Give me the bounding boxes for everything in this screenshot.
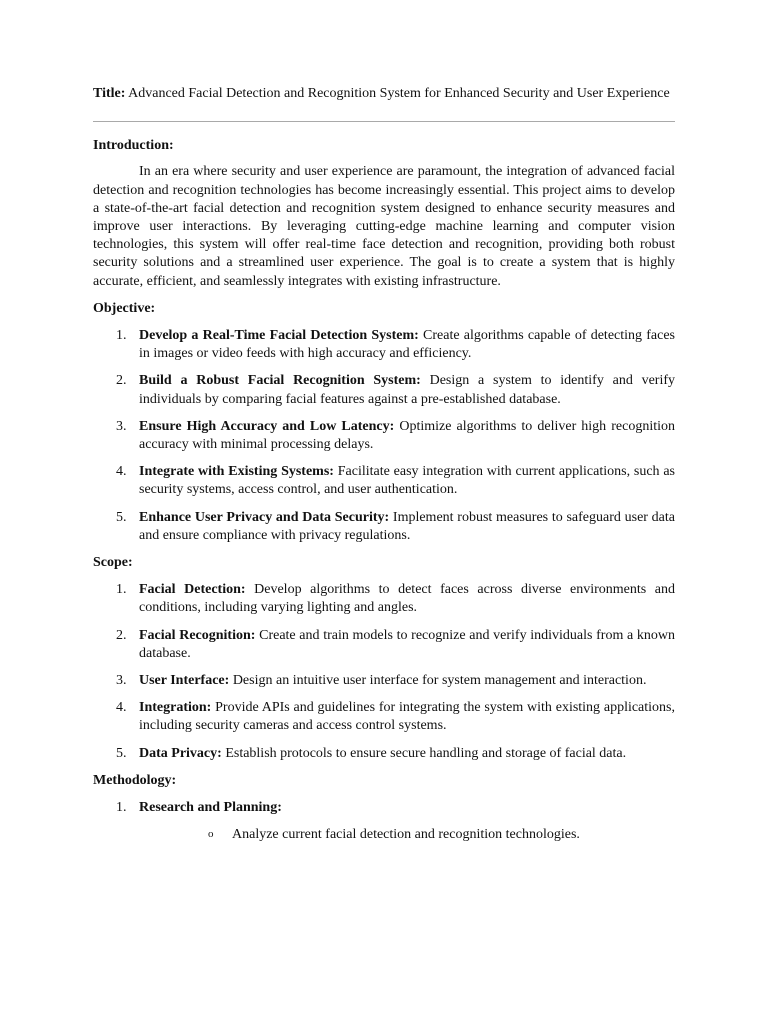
objective-item (93, 509, 675, 545)
introduction-paragraph: In an era where security and user experience are paramount, the integration of advanced facial detection and recognition technologies has become increasingly essential. This project aims to develop a state-of-the-art facial detection and recognition system designed to enhance security measures and improve user interactions. By leveraging cutting-edge machine learning and computer vision technologies, this system will offer real-time face detection and recognition, providing both robust security solutions and a streamlined user experience. The goal is to create a system that is highly accurate, efficient, and seamlessly integrates with existing infrastructure. (93, 164, 675, 289)
title-divider (93, 121, 675, 122)
objective-item (93, 463, 675, 499)
item-text: Develop algorithms to detect faces across diverse environments and conditions, including varying lighting and angles. (139, 582, 675, 616)
item-text: Provide APIs and guidelines for integrating the system with existing applications, including security cameras and access control systems. (139, 700, 676, 734)
methodology-item (93, 799, 675, 844)
hollow-bullet-icon: o (208, 828, 214, 841)
item-number: 2. (116, 373, 127, 389)
item-bold-label: Research and Planning: (139, 800, 282, 816)
item-bold-label: Facial Detection: (139, 582, 246, 598)
item-bold-label: User Interface: (139, 673, 230, 689)
item-text: Establish protocols to ensure secure handling and storage of facial data. (225, 745, 627, 761)
title-label: Title: (93, 86, 126, 101)
scope-item (93, 745, 675, 763)
sub-item-text: Analyze current facial detection and recognition technologies. (232, 827, 580, 843)
objective-heading: Objective: (93, 300, 156, 316)
item-number: 3. (116, 418, 127, 434)
item-number: 5. (116, 509, 127, 525)
item-number: 3. (116, 673, 127, 689)
item-text: Design an intuitive user interface for system management and interaction. (232, 673, 647, 689)
scope-item (93, 627, 675, 663)
item-bold-label: Facial Recognition: (139, 627, 256, 643)
scope-item (93, 672, 675, 690)
methodology-heading: Methodology: (93, 772, 177, 788)
objective-item (93, 372, 675, 408)
scope-item (93, 581, 675, 617)
item-text: Optimize algorithms to deliver high recognition accuracy with minimal processing delays. (139, 418, 675, 453)
item-number: 2. (116, 627, 127, 643)
scope-item (93, 699, 675, 735)
introduction-heading: Introduction: (93, 138, 174, 154)
methodology-sub-list (139, 826, 675, 844)
item-text: Implement robust measures to safeguard user data and ensure compliance with privacy regulations. (139, 509, 675, 543)
item-number: 4. (116, 700, 127, 716)
item-bold-label: Build a Robust Facial Recognition System: (139, 373, 421, 389)
item-text: Design a system to identify and verify individuals by comparing facial features against a pre-established database. (139, 373, 676, 407)
item-number: 5. (116, 745, 127, 761)
item-number: 1. (116, 328, 127, 344)
item-number: 1. (116, 582, 127, 598)
methodology-sub-item (139, 826, 675, 844)
item-bold-label: Ensure High Accuracy and Low Latency: (139, 418, 395, 434)
item-number: 4. (116, 464, 127, 480)
objective-list (93, 327, 675, 545)
item-text: Create algorithms capable of detecting faces in images or video feeds with high accuracy and efficiency. (139, 328, 676, 362)
item-text: Facilitate easy integration with current applications, such as security systems, access control, and user authentication. (139, 464, 676, 498)
objective-item (93, 418, 675, 454)
item-bold-label: Data Privacy: (139, 745, 222, 761)
item-text: Create and train models to recognize and verify individuals from a known database. (139, 627, 675, 661)
item-number: 1. (116, 800, 127, 816)
scope-list (93, 581, 675, 763)
item-bold-label: Develop a Real-Time Facial Detection System: (139, 328, 419, 344)
item-bold-label: Integrate with Existing Systems: (139, 464, 334, 480)
document-title (93, 85, 675, 103)
methodology-list (93, 799, 675, 844)
item-bold-label: Integration: (139, 700, 212, 716)
item-bold-label: Enhance User Privacy and Data Security: (139, 509, 390, 525)
scope-heading: Scope: (93, 555, 133, 571)
title-text: Advanced Facial Detection and Recognition System for Enhanced Security and User Experience (128, 86, 670, 101)
objective-item (93, 327, 675, 363)
